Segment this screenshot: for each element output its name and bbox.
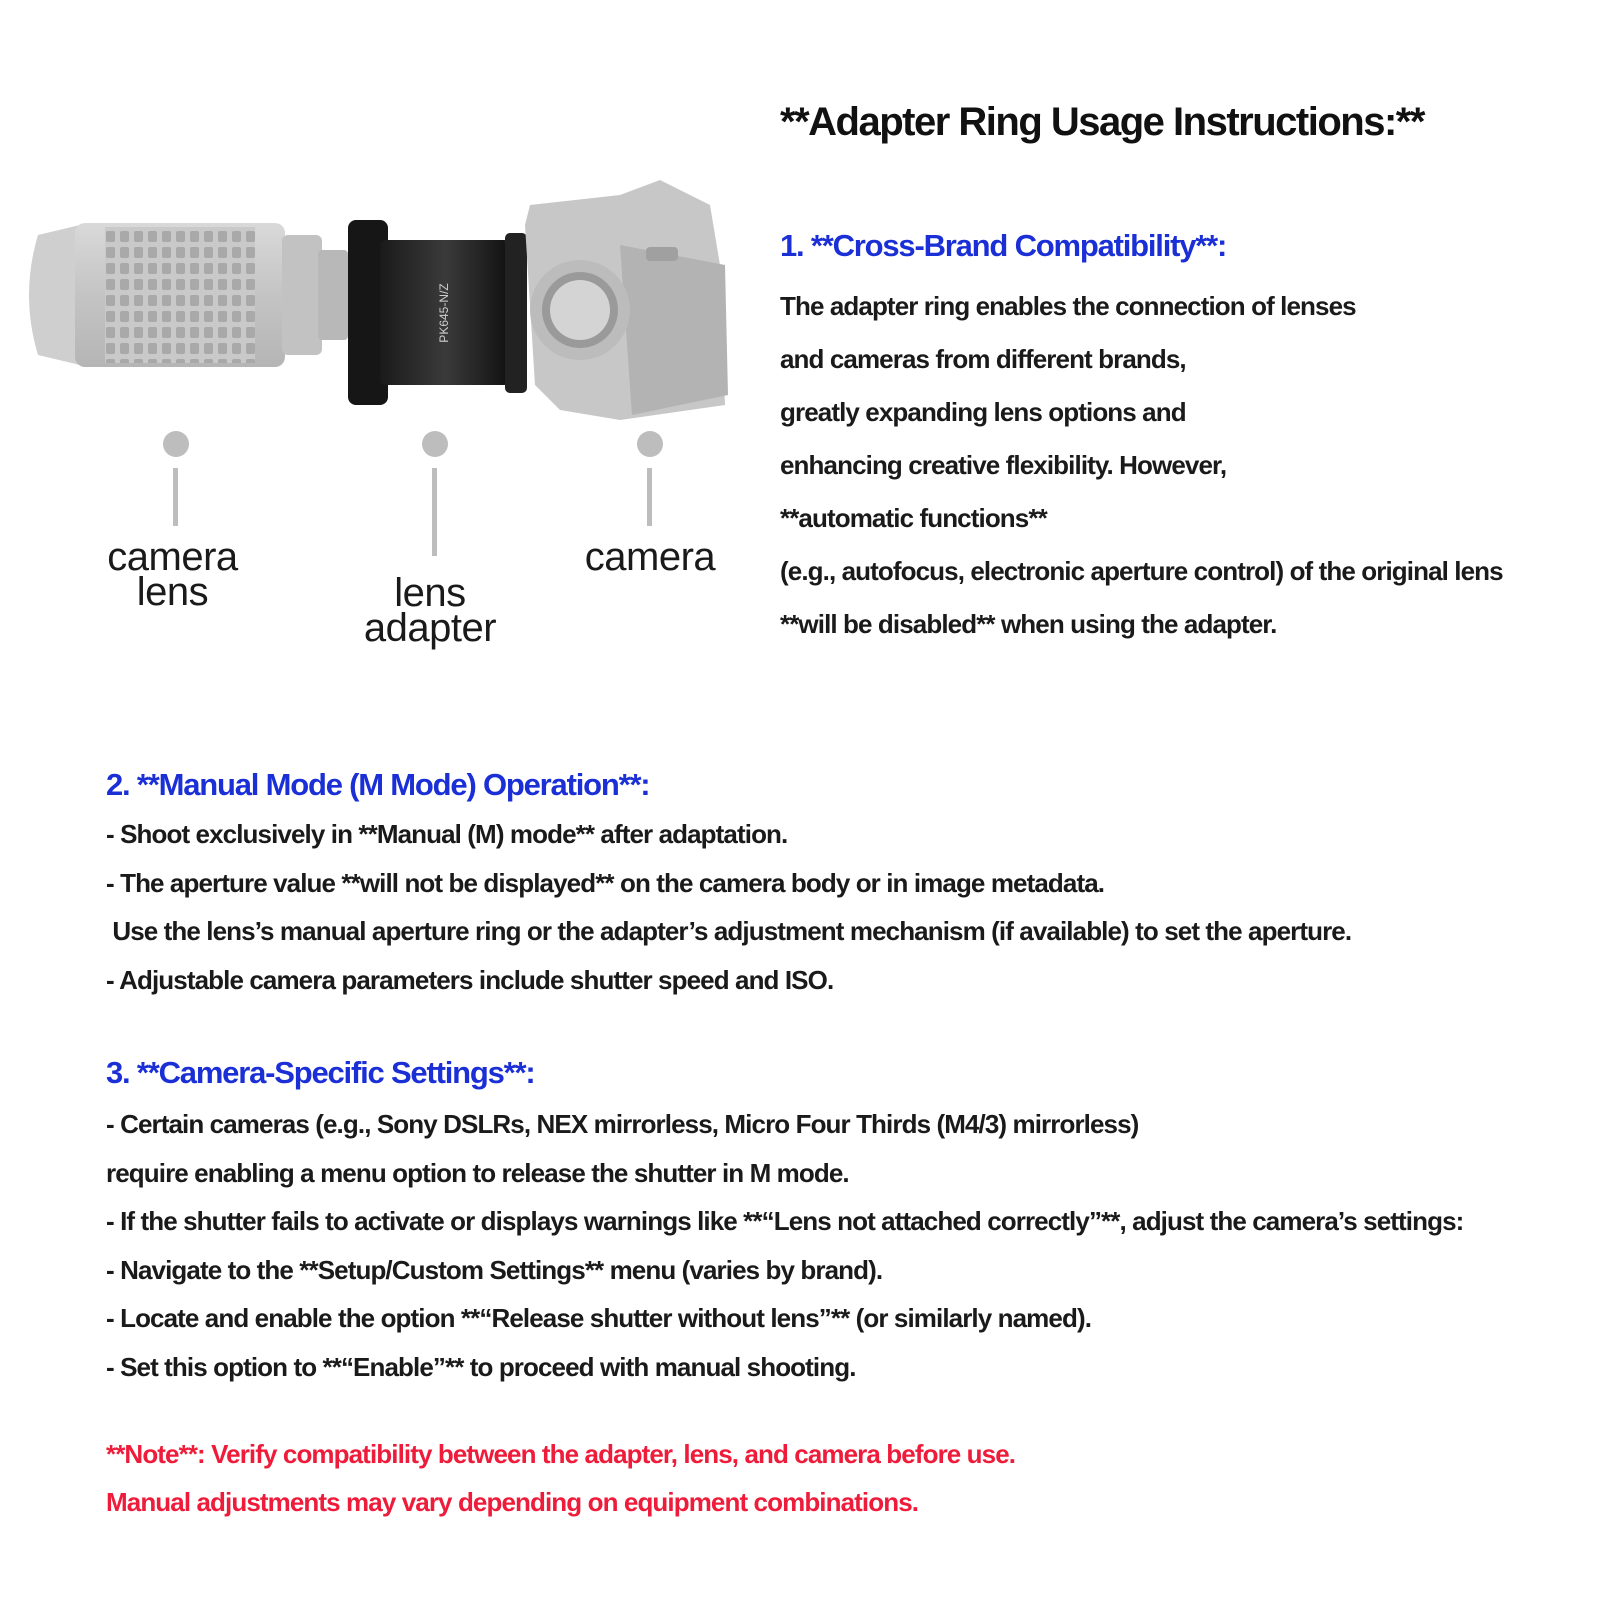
s1-line: **will be disabled** when using the adapter. [780, 609, 1277, 639]
label-lens-adapter: lens adapter [363, 571, 497, 650]
section-2-body [106, 810, 1351, 1004]
s1-line: **automatic functions** [780, 503, 1047, 533]
s3-line: require enabling a menu option to release the shutter in M mode. [106, 1157, 849, 1188]
s1-line: and cameras from different brands, [780, 344, 1186, 374]
s1-line: (e.g., autofocus, electronic aperture control) of the original lens [780, 556, 1503, 586]
section-2-heading: 2. **Manual Mode (M Mode) Operation**: [106, 767, 650, 802]
section-3-body [106, 1100, 1463, 1391]
s2-line: - Shoot exclusively in **Manual (M) mode** after adaptation. [106, 819, 788, 849]
s2-line: Use the lens’s manual aperture ring or the adapter’s adjustment mechanism (if available) to set the aperture. [106, 916, 1352, 946]
s1-line: greatly expanding lens options and [780, 397, 1186, 427]
s2-line: - Adjustable camera parameters include shutter speed and ISO. [106, 964, 834, 995]
s3-line: - If the shutter fails to activate or displays warnings like **“Lens not attached correctly”**, adjust the camera’s settings: [106, 1206, 1464, 1236]
camera-lens-marker [163, 431, 189, 457]
lens-adapter-graphic [348, 220, 527, 405]
s3-line: - Locate and enable the option **“Release shutter without lens”** (or similarly named). [106, 1303, 1092, 1333]
note-block [106, 1430, 1015, 1526]
label-camera: camera [584, 535, 716, 579]
lens-adapter-line [432, 468, 437, 556]
s1-line: The adapter ring enables the connection of lenses [780, 291, 1356, 321]
page-title: **Adapter Ring Usage Instructions:** [780, 100, 1424, 144]
section-3-heading: 3. **Camera-Specific Settings**: [106, 1055, 535, 1090]
product-illustration [20, 165, 740, 435]
camera-body-graphic [525, 180, 728, 420]
adapter-engraving: PK645-N/Z [437, 283, 451, 343]
camera-marker [637, 431, 663, 457]
camera-lens-graphic [29, 223, 348, 367]
s2-line: - The aperture value **will not be displayed** on the camera body or in image metadata. [106, 867, 1105, 898]
note-line: **Note**: Verify compatibility between the adapter, lens, and camera before use. [106, 1439, 1016, 1469]
note-line: Manual adjustments may vary depending on equipment combinations. [106, 1487, 919, 1517]
lens-adapter-marker [422, 431, 448, 457]
s3-line: - Set this option to **“Enable”** to proceed with manual shooting. [106, 1351, 856, 1382]
label-camera-lens: camera lens [107, 535, 238, 614]
camera-line [647, 468, 652, 526]
s3-line: - Navigate to the **Setup/Custom Settings** menu (varies by brand). [106, 1254, 883, 1285]
section-1-heading: 1. **Cross-Brand Compatibility**: [780, 228, 1227, 263]
s1-line: enhancing creative flexibility. However, [780, 450, 1227, 480]
camera-lens-line [173, 468, 178, 526]
section-1-body [780, 280, 1503, 651]
s3-line: - Certain cameras (e.g., Sony DSLRs, NEX mirrorless, Micro Four Thirds (M4/3) mirrorless) [106, 1109, 1139, 1139]
